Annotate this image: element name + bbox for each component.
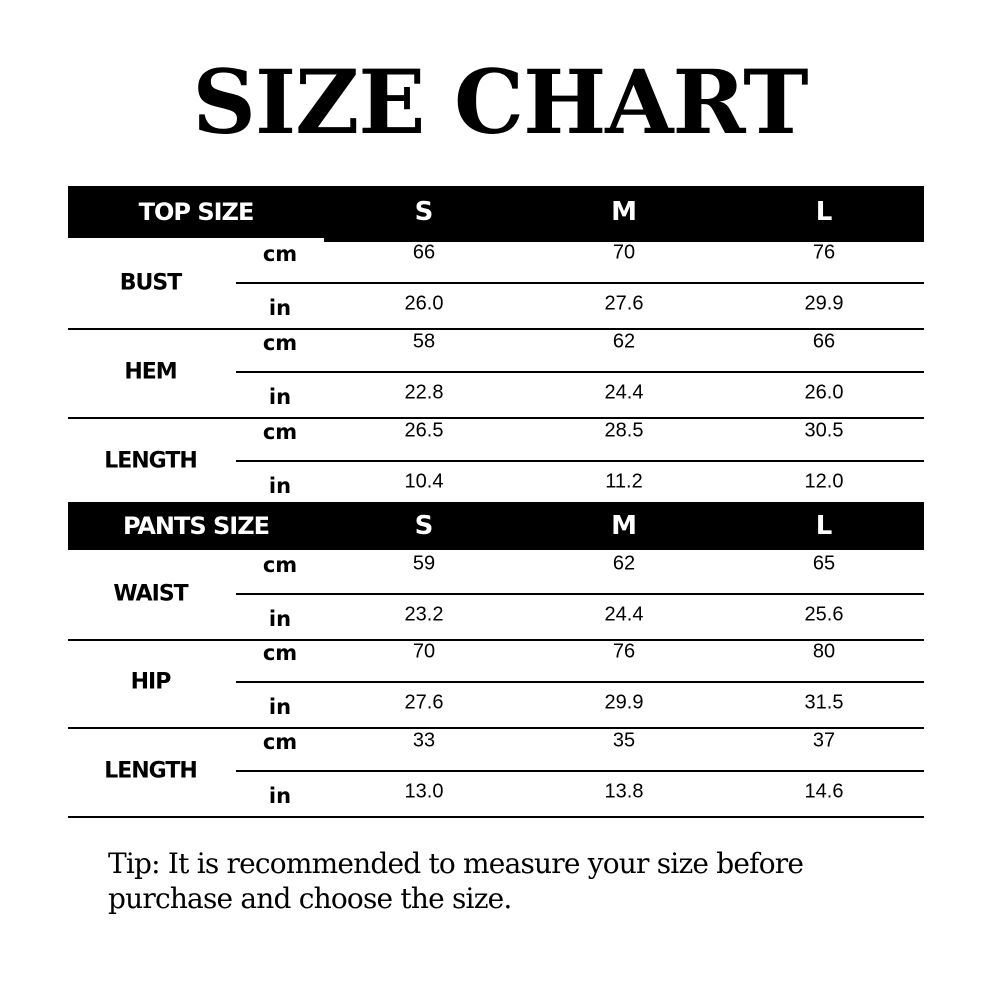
cell-value: 10.4 [404, 470, 444, 493]
row-name: HEM [124, 359, 177, 385]
size-m-label: M [611, 511, 637, 541]
cell-value: 11.2 [605, 470, 643, 493]
cell-value: 25.6 [804, 603, 844, 626]
unit-label: cm [262, 330, 298, 355]
row-name: LENGTH [104, 448, 197, 474]
waist-group [68, 549, 924, 641]
cell-value: 14.6 [804, 780, 844, 803]
cell-value: 12.0 [804, 470, 844, 493]
cell-value: 70 [612, 241, 636, 264]
cell-value: 24.4 [604, 381, 644, 404]
pants-size-label: PANTS SIZE [122, 512, 270, 540]
unit-label: in [268, 784, 292, 809]
unit-label: in [268, 474, 292, 499]
table-row [68, 373, 924, 417]
unit-label: cm [262, 552, 298, 577]
cell-value: 37 [812, 729, 836, 752]
table-row [68, 595, 924, 639]
cell-value: 13.0 [404, 780, 444, 803]
row-name: HIP [130, 669, 171, 695]
cell-value: 30.5 [804, 419, 844, 442]
cell-value: 33 [412, 729, 436, 752]
top-length-group [68, 416, 924, 506]
row-name: LENGTH [104, 758, 197, 784]
cell-value: 26.0 [804, 381, 844, 404]
cell-value: 26.5 [404, 419, 444, 442]
cell-value: 76 [812, 241, 836, 264]
cell-value: 62 [612, 552, 636, 575]
cell-value: 59 [412, 552, 436, 575]
cell-value: 66 [812, 330, 836, 353]
cell-value: 13.8 [604, 780, 644, 803]
size-l-label: L [815, 197, 833, 227]
table-row [68, 238, 924, 282]
unit-label: cm [262, 241, 298, 266]
table-row [68, 726, 924, 770]
cell-value: 29.9 [804, 292, 844, 315]
cell-value: 26.0 [404, 292, 444, 315]
cell-value: 24.4 [604, 603, 644, 626]
unit-label: cm [262, 729, 298, 754]
cell-value: 22.8 [404, 381, 444, 404]
unit-label: in [268, 695, 292, 720]
cell-value: 65 [812, 552, 836, 575]
top-size-label: TOP SIZE [138, 198, 254, 226]
hem-group [68, 327, 924, 419]
cell-value: 29.9 [604, 691, 644, 714]
table-row [68, 327, 924, 371]
row-name: BUST [119, 270, 182, 296]
table-row [68, 772, 924, 816]
table-row [68, 683, 924, 727]
cell-value: 76 [612, 640, 636, 663]
unit-label: cm [262, 640, 298, 665]
cell-value: 31.5 [804, 691, 844, 714]
unit-label: in [268, 607, 292, 632]
cell-value: 23.2 [404, 603, 444, 626]
bust-group [68, 238, 924, 330]
cell-value: 35 [612, 729, 636, 752]
size-s-label: S [414, 197, 434, 227]
table-row [68, 416, 924, 460]
cell-value: 70 [412, 640, 436, 663]
cell-value: 28.5 [604, 419, 644, 442]
pants-length-group [68, 726, 924, 818]
hip-group [68, 637, 924, 729]
cell-value: 66 [412, 241, 436, 264]
top-size-header [68, 186, 924, 238]
unit-label: in [268, 296, 292, 321]
row-name: WAIST [113, 581, 188, 607]
size-m-label: M [611, 197, 637, 227]
cell-value: 27.6 [404, 691, 444, 714]
cell-value: 80 [812, 640, 836, 663]
table-row [68, 284, 924, 328]
unit-label: cm [262, 419, 298, 444]
cell-value: 62 [612, 330, 636, 353]
table-row [68, 462, 924, 506]
pants-size-header [68, 502, 924, 550]
cell-value: 27.6 [604, 292, 644, 315]
tip-text: Tip: It is recommended to measure your size before purchase and choose the size. [108, 847, 804, 915]
table-row [68, 549, 924, 593]
cell-value: 58 [412, 330, 436, 353]
table-row [68, 637, 924, 681]
size-s-label: S [414, 511, 434, 541]
page-title: SIZE CHART [192, 50, 808, 154]
size-l-label: L [815, 511, 833, 541]
unit-label: in [268, 385, 292, 410]
